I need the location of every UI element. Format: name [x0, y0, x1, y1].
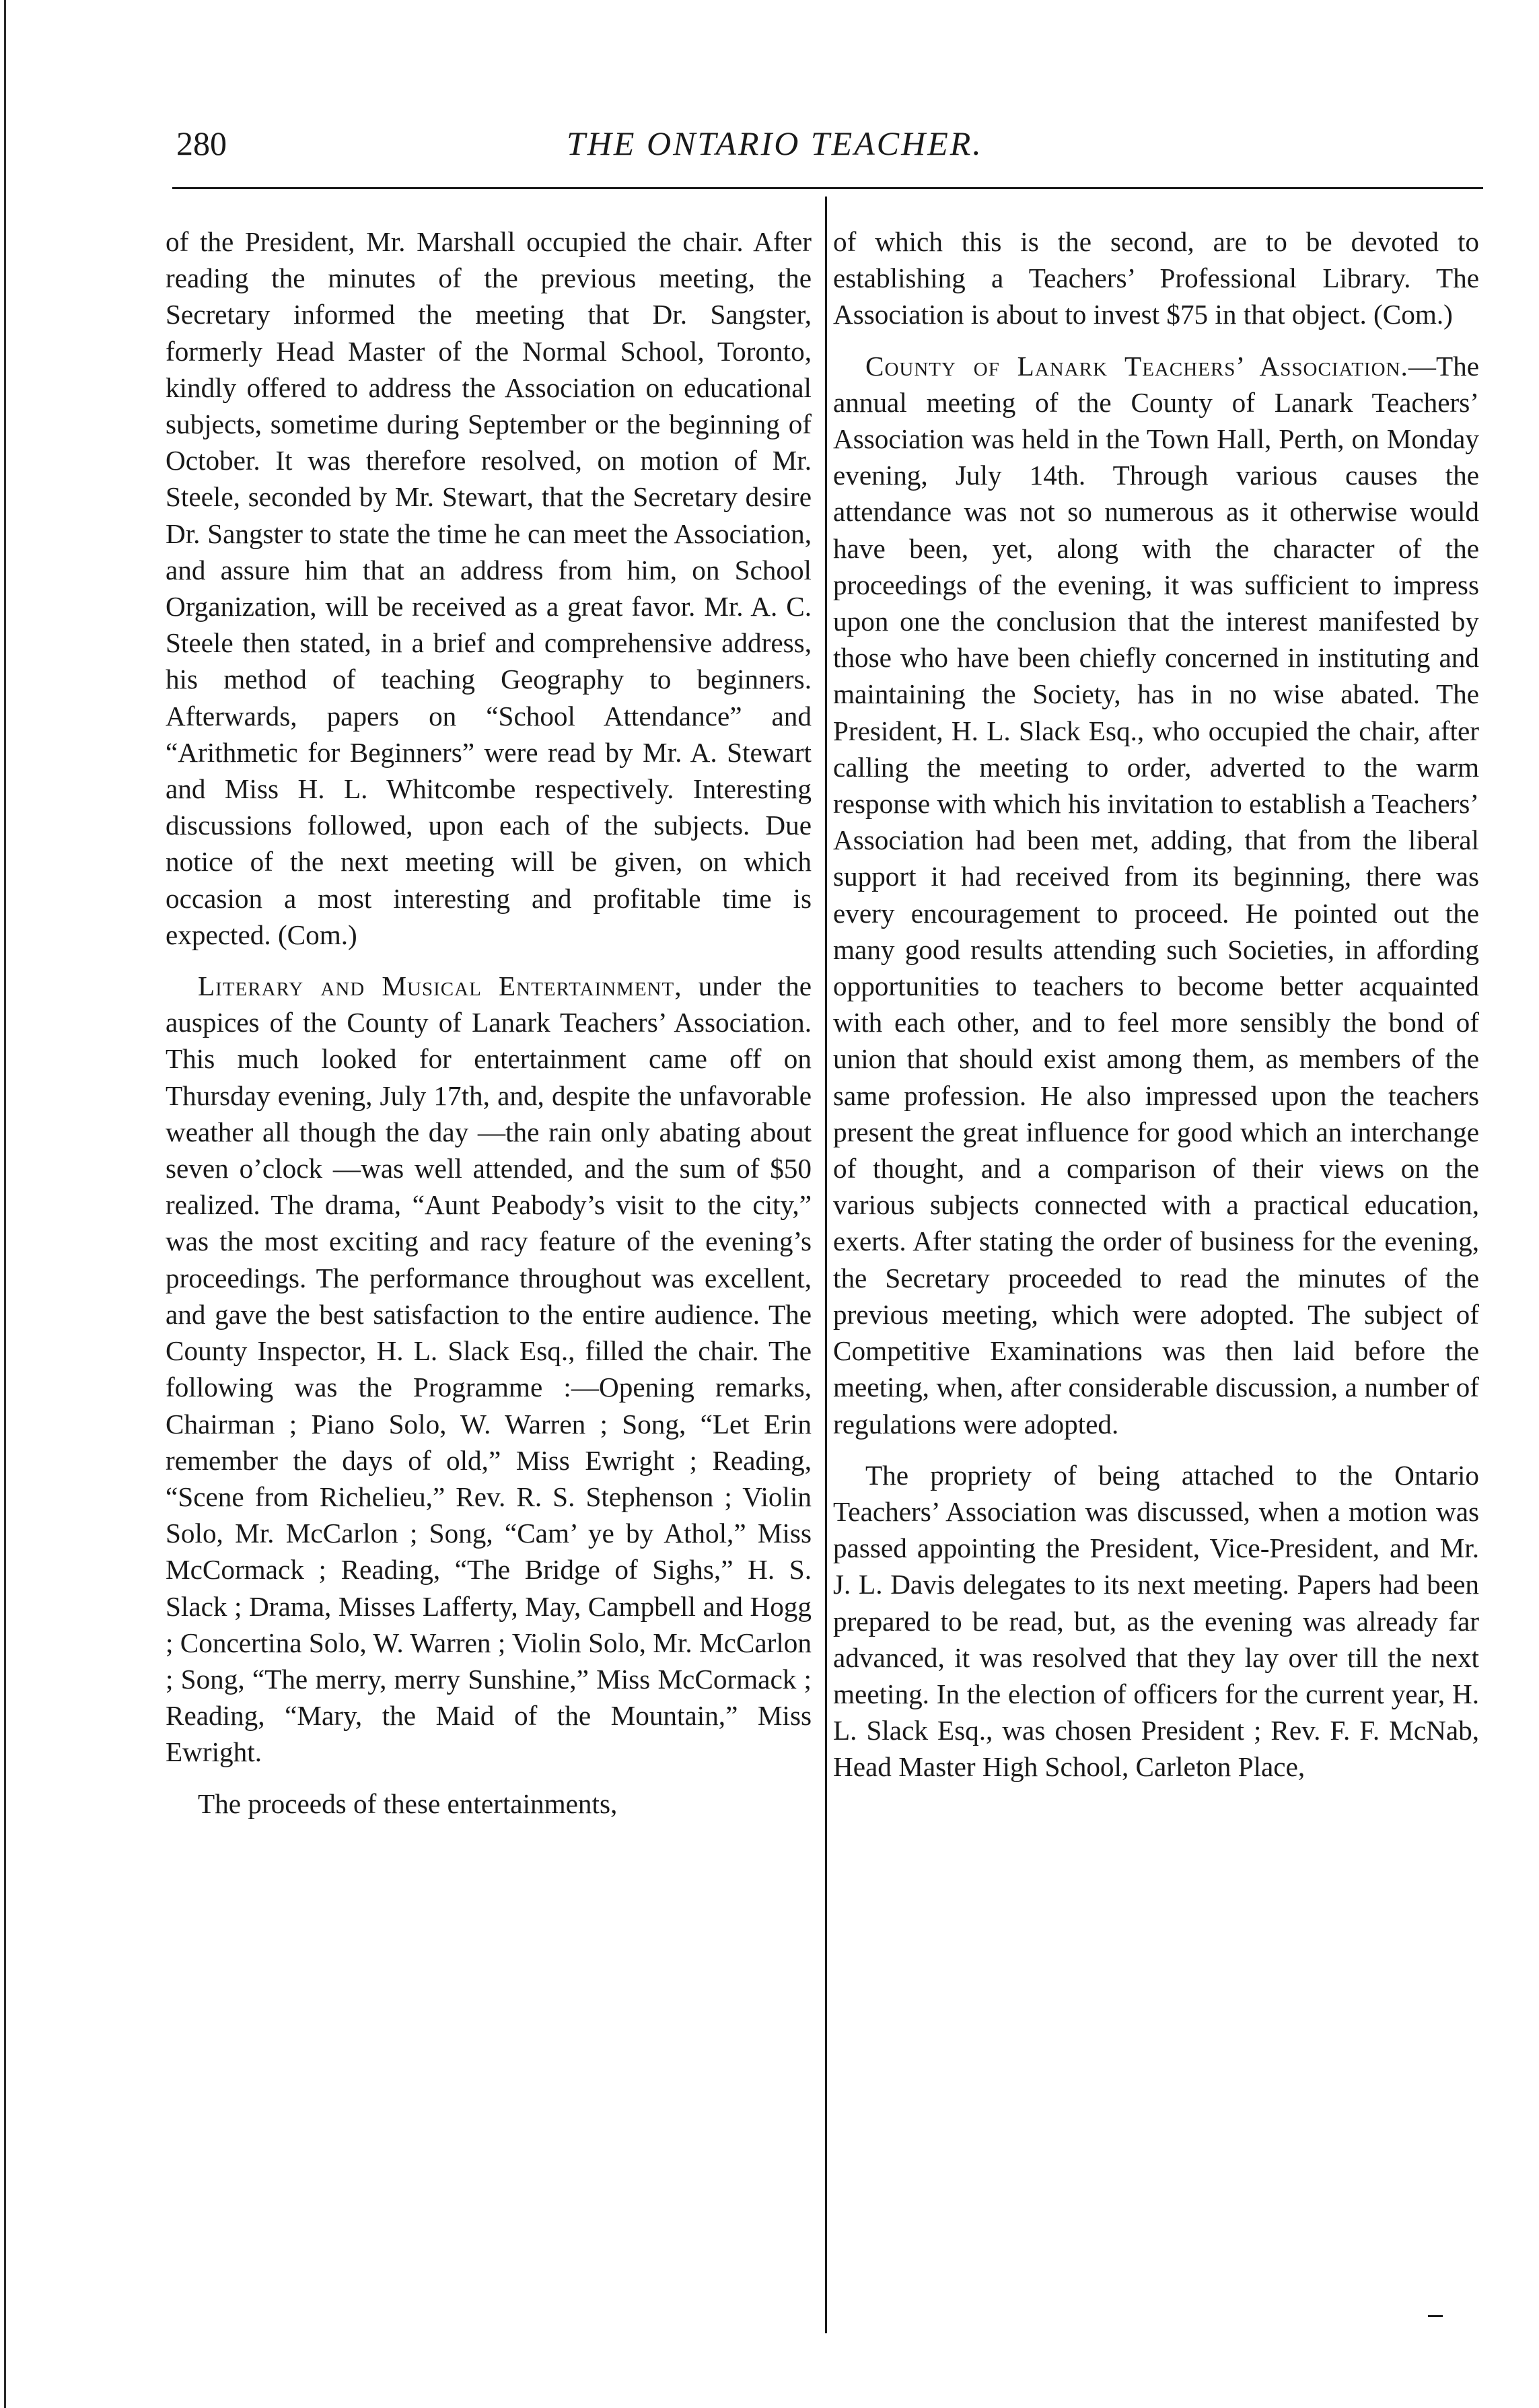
header-rule	[172, 187, 1483, 189]
association-body: —The annual meeting of the County of Lanark Teachers’ Association was held in the Town Hall, Perth, on Monday evening, July 14th. Through various causes the attendance was not so numerous as it otherwise would have been, yet, along with the character of the proceedings of the evening, it was sufficient to impress upon one the conclusion that the interest manifested by those who have been chiefly concerned in instituting and maintaining the Society, has in no wise abated. The President, H. L. Slack Esq., who occupied the chair, after calling the meeting to order, adverted to the warm response with which his invitation to establish a Teachers’ Association had been met, adding, that from the liberal support it had received from its beginning, there was every encouragement to proceed. He pointed out the many good results attending such Societies, in affording opportunities to teachers to become better acquainted with each other, and to feel more sensibly the bond of union that should exist among them, as members of the same profession. He also impressed upon the teachers present the great influence for good which an interchange of thought, and a comparison of their views on the various subjects connected with a practical education, exerts. After stating the order of business for the evening, the Secretary proceeded to read the minutes of the previous meeting, which were adopted. The subject of Competitive Examinations was then laid before the meeting, when, after considerable discussion, a number of regulations were adopted.	[833, 350, 1479, 1440]
left-paragraph-3: The proceeds of these entertainments,	[198, 1787, 618, 1819]
right-paragraph-3: The propriety of being attached to the Ontario Teachers’ Association was discussed, when a motion was passed appointing the President, Vice-President, and Mr. J. L. Davis delegates to its next meeting. Papers had been prepared to be read, but, as the evening was already far advanced, it was resolved that they lay over till the next meeting. In the election of officers for the current year, H. L. Slack Esq., was chosen President ; Rev. F. F. McNab, Head Master High School, Carleton Place,	[833, 1459, 1479, 1783]
left-column	[166, 223, 812, 2357]
association-heading: County of Lanark Teachers’ Association.	[865, 350, 1408, 382]
right-paragraph-2	[833, 348, 1479, 1442]
entertainment-body: under the auspices of the County of Lanark Teachers’ Association. This much looked for entertainment came off on Thursday evening, July 17th, and, despite the unfavorable weather all though the day —the rain only abating about seven o’clock —was well attended, and the sum of $50 realized. The drama, “Aunt Peabody’s visit to the city,” was the most exciting and racy feature of the evening’s proceedings. The performance throughout was excellent, and gave the best satisfaction to the entire audience. The County Inspector, H. L. Slack Esq., filled the chair. The following was the Programme :—Opening remarks, Chairman ; Piano Solo, W. Warren ; Song, “Let Erin remember the days of old,” Miss Ewright ; Reading, “Scene from Richelieu,” Rev. R. S. Stephenson ; Violin Solo, Mr. McCarlon ; Song, “Cam’ ye by Athol,” Miss McCormack ; Reading, “The Bridge of Sighs,” H. S. Slack ; Drama, Misses Lafferty, May, Campbell and Hogg ; Concertina Solo, W. Warren ; Violin Solo, Mr. McCarlon ; Song, “The merry, merry Sunshine,” Miss McCormack ; Reading, “Mary, the Maid of the Mountain,” Miss Ewright.	[166, 970, 812, 1768]
running-title: THE ONTARIO TEACHER.	[567, 125, 983, 162]
right-column	[833, 223, 1479, 2357]
page-number: 280	[176, 125, 227, 162]
page-edge-rule	[4, 0, 6, 2408]
right-paragraph-1: of which this is the second, are to be devoted to establishing a Teachers’ Professional Library. The Association is about to invest $75 in that object. (Com.)	[833, 226, 1479, 330]
page-mark	[1428, 2315, 1443, 2317]
left-paragraph-2	[166, 968, 812, 1770]
left-paragraph-1: of the President, Mr. Marshall occupied the chair. After reading the minutes of the previous meeting, the Secretary informed the meeting that Dr. Sangster, formerly Head Master of the Normal School, Toronto, kindly offered to address the Association on educational subjects, sometime during September or the beginning of October. It was therefore resolved, on motion of Mr. Steele, seconded by Mr. Stewart, that the Secretary desire Dr. Sangster to state the time he can meet the Association, and assure him that an address from him, on School Organization, will be received as a great favor. Mr. A. C. Steele then stated, in a brief and comprehensive address, his method of teaching Geography to beginners. Afterwards, papers on “School Attendance” and “Arithmetic for Beginners” were read by Mr. A. Stewart and Miss H. L. Whitcombe respectively. Interesting discussions followed, upon each of the subjects. Due notice of the next meeting will be given, on which occasion a most interesting and profitable time is expected. (Com.)	[166, 226, 812, 950]
page-header	[176, 120, 1495, 167]
column-divider	[825, 197, 827, 2333]
entertainment-heading: Literary and Musical Entertainment,	[198, 970, 682, 1002]
